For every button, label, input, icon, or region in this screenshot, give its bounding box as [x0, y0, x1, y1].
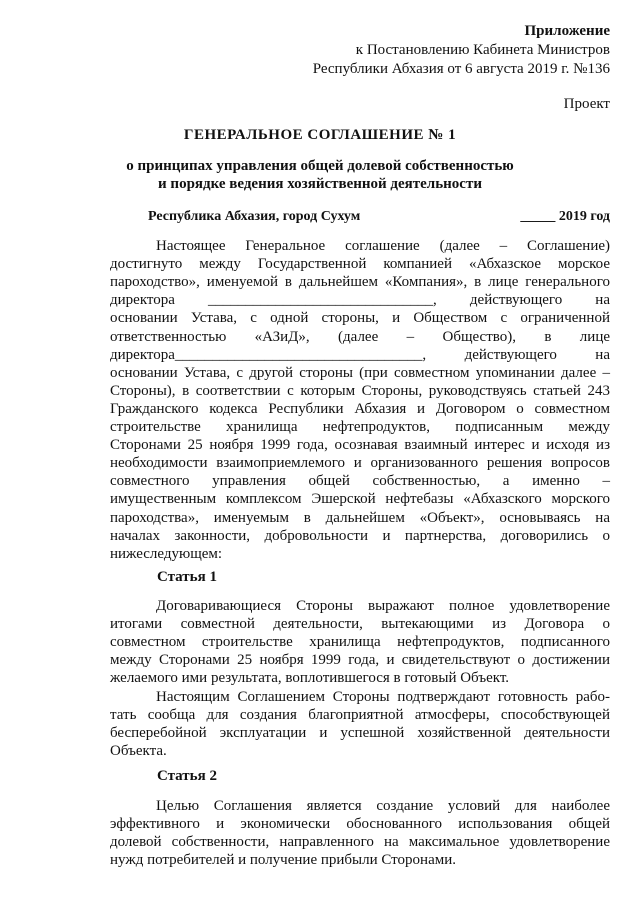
text-line: Сторонами 25 ноября 1999 года, осознавая взаимный интерес и исходя из	[110, 437, 610, 454]
text-line: совместном строительстве хранилища нефтепродуктов, подписанного	[110, 634, 610, 651]
text-line: эффективного и экономически обоснованного использования общей	[110, 816, 610, 833]
text-line: директора ______________________________, действующего на	[110, 292, 610, 309]
text-line: нужд потребителей и получение прибыли Сторонами.	[110, 852, 456, 869]
article-1-heading: Статья 1	[157, 569, 217, 585]
appendix-line-2: Республики Абхазия от 6 августа 2019 г. №136	[312, 61, 610, 77]
text-line: имущественным комплексом Эшерской нефтебазы «Абхазского морского	[110, 491, 610, 508]
text-line: Целью Соглашения является создание условий для наиболее	[156, 798, 610, 814]
draft-label: Проект	[563, 96, 610, 112]
document-subtitle-line-1: о принципах управления общей долевой собственностью	[126, 158, 514, 174]
text-line: совместного управления общей собственностью, а именно –	[110, 473, 610, 490]
article-2-heading: Статья 2	[157, 768, 217, 784]
text-line: бесперебойной эксплуатации и успешной хозяйственной деятельности	[110, 725, 610, 742]
appendix-line-1: к Постановлению Кабинета Министров	[355, 42, 610, 58]
text-line: долевой собственности, направленного на максимальное удовлетворение	[110, 834, 610, 851]
appendix-title: Приложение	[524, 23, 610, 39]
text-line: началах законности, добровольности и партнерства, договорились о	[110, 527, 610, 544]
text-line: Договаривающиеся Стороны выражают полное удовлетворение	[156, 598, 610, 614]
text-line: директора_________________________________, действующего на	[110, 346, 610, 363]
text-line: основании Устава, с другой стороны (при совместном упоминании далее –	[110, 364, 610, 381]
document-title: ГЕНЕРАЛЬНОЕ СОГЛАШЕНИЕ № 1	[183, 127, 457, 143]
text-line: тать сообща для создания благоприятной атмосферы, способствующей	[110, 707, 610, 724]
text-line: желаемого ими результата, воплотившегося в готовый Объект.	[110, 670, 510, 687]
place-label: Республика Абхазия, город Сухум	[148, 209, 361, 224]
text-line: Стороны), в соответствии с которым Стороны, руководствуясь статьей 243	[110, 382, 610, 399]
text-line: строительстве хранилища нефтепродуктов, подписанным между	[110, 419, 610, 435]
text-line: необходимости взаимоприемлемого и организованного решения вопросов	[110, 455, 610, 472]
text-line: Объекта.	[110, 743, 167, 760]
document-subtitle-line-2: и порядке ведения хозяйственной деятельности	[158, 176, 482, 192]
text-line: достигнуто между Государственной компанией «Абхазское морское	[110, 256, 610, 273]
text-line: Настоящим Соглашением Стороны подтверждают готовность рабо-	[156, 689, 610, 705]
date-label: _____ 2019 год	[520, 209, 610, 224]
text-line: нижеследующем:	[110, 545, 223, 562]
text-line: Настоящее Генеральное соглашение (далее – Соглашение)	[156, 238, 610, 254]
text-line: Гражданского кодекса Республики Абхазия и Договором о совместном	[110, 400, 610, 417]
text-line: пароходство», именуемой в дальнейшем «Компания», в лице генерального	[110, 274, 610, 291]
text-line: основании Устава, с одной стороны, и Обществом с ограниченной	[110, 310, 610, 327]
text-line: итогами совместной деятельности, вытекающими из Договора о	[110, 616, 610, 633]
text-line: пароходства», именуемым в дальнейшем «Объект», основываясь на	[110, 509, 610, 526]
text-line: между Сторонами 25 ноября 1999 года, и свидетельствуют о достижении	[110, 652, 610, 669]
text-line: ответственностью «АЗиД», (далее – Общество), в лице	[110, 328, 610, 345]
